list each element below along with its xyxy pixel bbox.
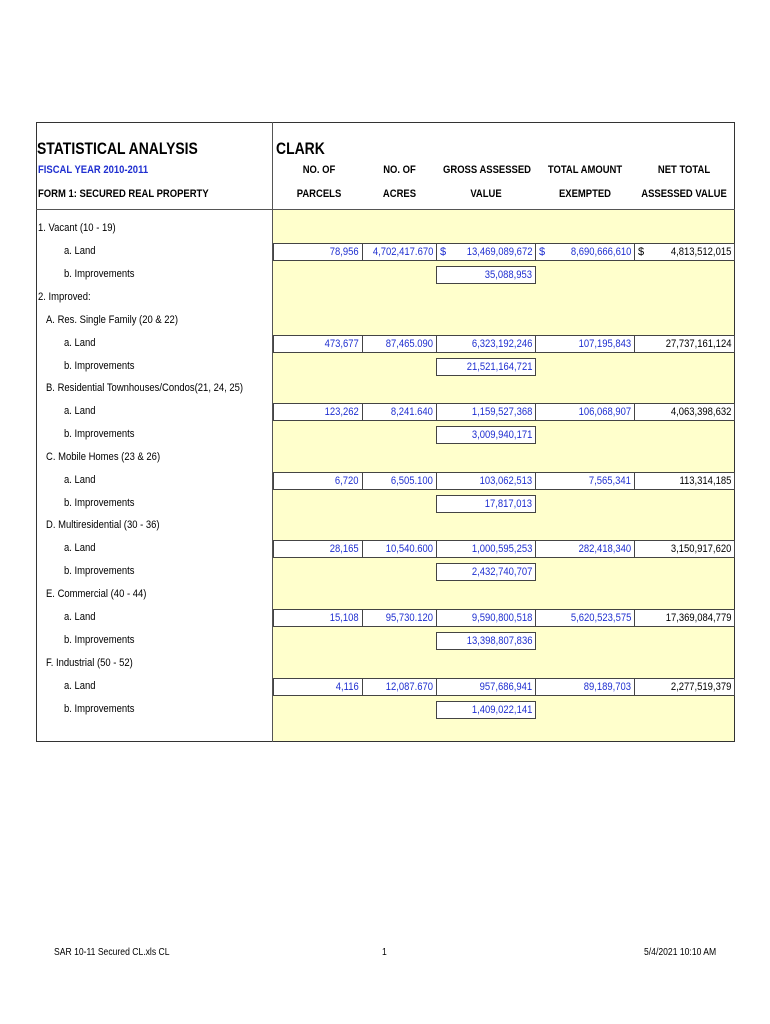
cell-vacant-gross: 13,469,089,672 — [436, 243, 536, 261]
label-mobile-impr: b. Improvements — [64, 497, 135, 509]
label-res-impr: b. Improvements — [64, 360, 135, 372]
label-town-land: a. Land — [64, 405, 96, 417]
cell-ind-parcels: 4,116 — [273, 678, 363, 696]
cell-comm-net: 17,369,084,779 — [634, 609, 735, 627]
column-divider — [272, 122, 273, 742]
label-res: A. Res. Single Family (20 & 22) — [46, 314, 178, 326]
cell-comm-acres: 95,730.120 — [362, 609, 437, 627]
cell-vacant-exempted: 8,690,666,610 — [535, 243, 635, 261]
report-title: STATISTICAL ANALYSIS — [37, 139, 198, 158]
cell-town-gross: 1,159,527,368 — [436, 403, 536, 421]
cell-vacant-net: 4,813,512,015 — [634, 243, 735, 261]
col-header-acres-2: ACRES — [382, 188, 417, 200]
cell-town-parcels: 123,262 — [273, 403, 363, 421]
dollar-sign: $ — [638, 246, 645, 258]
cell-ind-acres: 12,087.670 — [362, 678, 437, 696]
cell-multi-acres: 10,540.600 — [362, 540, 437, 558]
fiscal-year: FISCAL YEAR 2010-2011 — [38, 164, 149, 176]
cell-res-exempted: 107,195,843 — [535, 335, 635, 353]
report-frame — [36, 122, 735, 742]
cell-comm-gross-impr: 13,398,807,836 — [436, 632, 536, 650]
label-town: B. Residential Townhouses/Condos(21, 24, 25) — [46, 382, 244, 394]
label-comm-impr: b. Improvements — [64, 634, 135, 646]
label-res-land: a. Land — [64, 337, 96, 349]
label-comm: E. Commercial (40 - 44) — [46, 588, 147, 600]
cell-ind-gross: 957,686,941 — [436, 678, 536, 696]
cell-multi-gross: 1,000,595,253 — [436, 540, 536, 558]
label-multi-land: a. Land — [64, 542, 96, 554]
cell-mobile-gross: 103,062,513 — [436, 472, 536, 490]
cell-res-gross-impr: 21,521,164,721 — [436, 358, 536, 376]
footer-filename: SAR 10-11 Secured CL.xls CL — [54, 947, 170, 958]
cell-mobile-acres: 6,505.100 — [362, 472, 437, 490]
label-mobile-land: a. Land — [64, 474, 96, 486]
dollar-sign: $ — [440, 246, 447, 258]
cell-comm-parcels: 15,108 — [273, 609, 363, 627]
cell-multi-parcels: 28,165 — [273, 540, 363, 558]
col-header-gross-1: GROSS ASSESSED — [443, 164, 531, 176]
county-name: CLARK — [276, 139, 325, 158]
col-header-exempted-1: TOTAL AMOUNT — [547, 164, 623, 176]
cell-mobile-gross-impr: 17,817,013 — [436, 495, 536, 513]
cell-comm-exempted: 5,620,523,575 — [535, 609, 635, 627]
cell-town-exempted: 106,068,907 — [535, 403, 635, 421]
label-vacant-impr: b. Improvements — [64, 268, 135, 280]
cell-town-acres: 8,241.640 — [362, 403, 437, 421]
col-header-parcels-2: PARCELS — [296, 188, 342, 200]
cell-mobile-exempted: 7,565,341 — [535, 472, 635, 490]
cell-ind-gross-impr: 1,409,022,141 — [436, 701, 536, 719]
footer-timestamp: 5/4/2021 10:10 AM — [644, 947, 717, 958]
label-town-impr: b. Improvements — [64, 428, 135, 440]
dollar-sign: $ — [539, 246, 546, 258]
col-header-gross-2: VALUE — [470, 188, 502, 200]
label-ind-land: a. Land — [64, 680, 96, 692]
cell-res-gross: 6,323,192,246 — [436, 335, 536, 353]
cell-res-acres: 87,465.090 — [362, 335, 437, 353]
cell-vacant-gross-impr: 35,088,953 — [436, 266, 536, 284]
cell-res-parcels: 473,677 — [273, 335, 363, 353]
header-divider — [36, 209, 735, 210]
col-header-net-2: ASSESSED VALUE — [641, 188, 727, 200]
label-ind-impr: b. Improvements — [64, 703, 135, 715]
cell-town-gross-impr: 3,009,940,171 — [436, 426, 536, 444]
label-multi: D. Multiresidential (30 - 36) — [46, 519, 160, 531]
col-header-net-1: NET TOTAL — [657, 164, 711, 176]
label-vacant-land: a. Land — [64, 245, 96, 257]
cell-multi-exempted: 282,418,340 — [535, 540, 635, 558]
cell-mobile-parcels: 6,720 — [273, 472, 363, 490]
cell-town-net: 4,063,398,632 — [634, 403, 735, 421]
cell-vacant-acres: 4,702,417.670 — [362, 243, 437, 261]
label-multi-impr: b. Improvements — [64, 565, 135, 577]
col-header-exempted-2: EXEMPTED — [558, 188, 612, 200]
footer-page-number: 1 — [382, 947, 387, 958]
cell-ind-net: 2,277,519,379 — [634, 678, 735, 696]
label-mobile: C. Mobile Homes (23 & 26) — [46, 451, 161, 463]
cell-ind-exempted: 89,189,703 — [535, 678, 635, 696]
cell-multi-net: 3,150,917,620 — [634, 540, 735, 558]
label-ind: F. Industrial (50 - 52) — [46, 657, 133, 669]
form-name: FORM 1: SECURED REAL PROPERTY — [38, 188, 209, 200]
cell-res-net: 27,737,161,124 — [634, 335, 735, 353]
label-comm-land: a. Land — [64, 611, 96, 623]
cell-comm-gross: 9,590,800,518 — [436, 609, 536, 627]
cell-multi-gross-impr: 2,432,740,707 — [436, 563, 536, 581]
cell-mobile-net: 113,314,185 — [634, 472, 735, 490]
label-improved: 2. Improved: — [38, 291, 91, 303]
col-header-parcels-1: NO. OF — [302, 164, 336, 176]
cell-vacant-parcels: 78,956 — [273, 243, 363, 261]
col-header-acres-1: NO. OF — [383, 164, 416, 176]
label-vacant: 1. Vacant (10 - 19) — [38, 222, 116, 234]
